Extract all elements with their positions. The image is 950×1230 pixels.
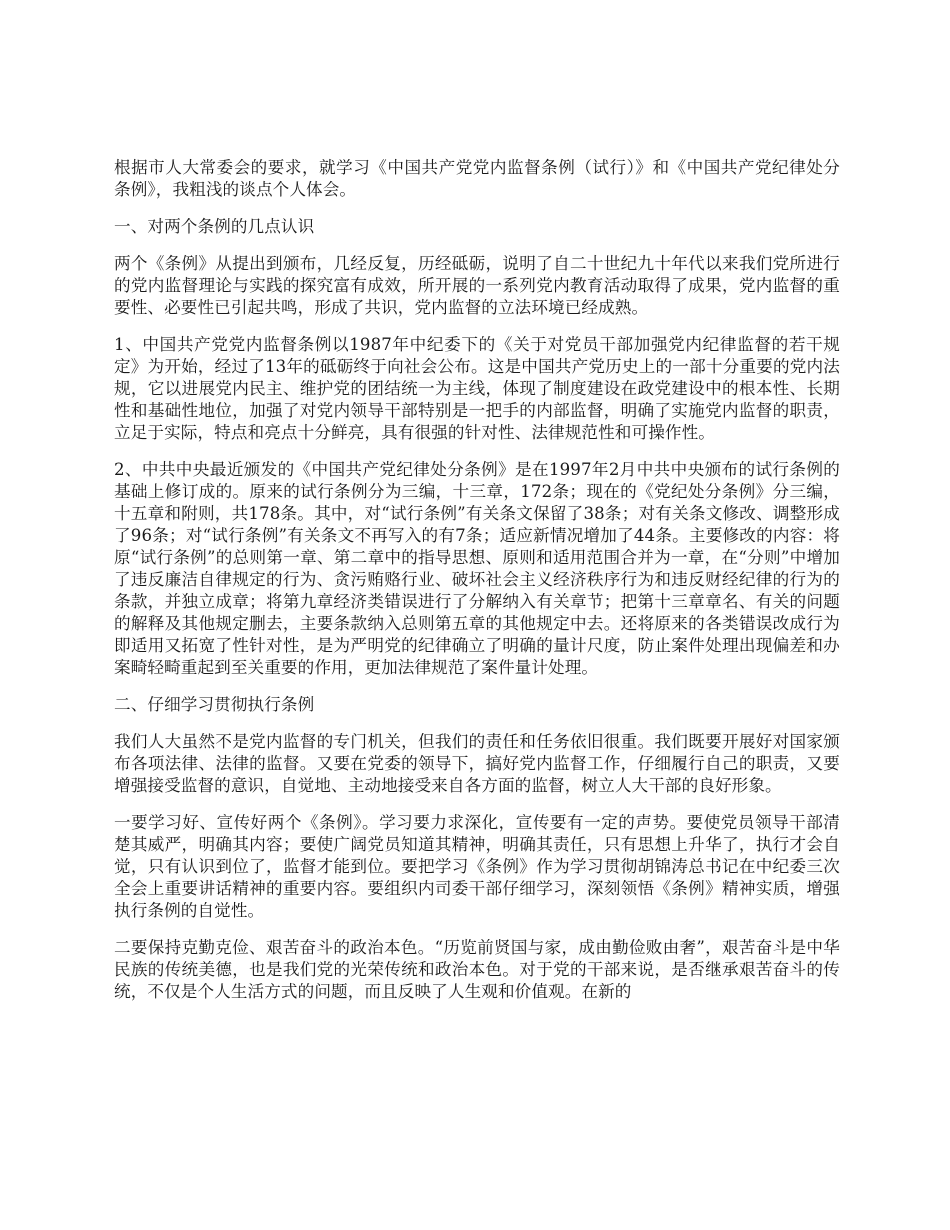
document-body [114, 157, 840, 1018]
paragraph-6: 二要保持克勤克俭、艰苦奋斗的政治本色。“历览前贤国与家，成由勤俭败由奢”，艰苦奋斗是中华民族的传统美德，也是我们党的光荣传统和政治本色。对于党的干部来说，是否继承艰苦奋斗的传统，不仅是个人生活方式的问题，而且反映了人生观和价值观。在新的 [114, 938, 840, 1001]
section-heading-1: 一、对两个条例的几点认识 [114, 217, 315, 236]
section-heading-2: 二、仔细学习贯彻执行条例 [114, 695, 315, 714]
intro-paragraph: 根据市人大常委会的要求，就学习《中国共产党党内监督条例（试行）》和《中国共产党纪律处分条例》，我粗浅的谈点个人体会。 [114, 158, 840, 199]
paragraph-2: 1、中国共产党党内监督条例以1987年中纪委下的《关于对党员干部加强党内纪律监督的若干规定》为开始，经过了13年的砥砺终于向社会公布。这是中国共产党历史上的一部十分重要的党内法规，它以进展党内民主、维护党的团结统一为主线，体现了制度建设在政党建设中的根本性、长期性和基础性地位，加强了对党内领导干部特别是一把手的内部监督，明确了实施党内监督的职责，立足于实际，特点和亮点十分鲜亮，具有很强的针对性、法律规范性和可操作性。 [114, 335, 840, 442]
paragraph-5: 一要学习好、宣传好两个《条例》。学习要力求深化，宣传要有一定的声势。要使党员领导干部清楚其威严，明确其内容；要使广阔党员知道其精神，明确其责任，只有思想上升华了，执行才会自觉，只有认识到位了，监督才能到位。要把学习《条例》作为学习贯彻胡锦涛总书记在中纪委三次全会上重要讲话精神的重要内容。要组织内司委干部仔细学习，深刻领悟《条例》精神实质，增强执行条例的自觉性。 [114, 813, 840, 920]
paragraph-3: 2、中共中央最近颁发的《中国共产党纪律处分条例》是在1997年2月中共中央颁布的试行条例的基础上修订成的。原来的试行条例分为三编，十三章，172条；现在的《党纪处分条例》分三编，十五章和附则，共178条。其中，对“试行条例”有关条文保留了38条；对有关条文修改、调整形成了96条；对“试行条例”有关条文不再写入的有7条；适应新情况增加了44条。主要修改的内容：将原“试行条例”的总则第一章、第二章中的指导思想、原则和适用范围合并为一章，在“分则”中增加了违反廉洁自律规定的行为、贪污贿赂行业、破坏社会主义经济秩序行为和违反财经纪律的行为的条款，并独立成章；将第九章经济类错误进行了分解纳入有关章节；把第十三章章名、有关的问题的解释及其他规定删去，主要条款纳入总则第五章的其他规定中去。还将原来的各类错误改成行为即适用又拓宽了性针对性，是为严明党的纪律确立了明确的量计尺度，防止案件处理出现偏差和办案畸轻畸重起到至关重要的作用，更加法律规范了案件量计处理。 [114, 460, 840, 677]
paragraph-4: 我们人大虽然不是党内监督的专门机关，但我们的责任和任务依旧很重。我们既要开展好对国家颁布各项法律、法律的监督。又要在党委的领导下，搞好党内监督工作，仔细履行自己的职责，又要增强接受监督的意识，自觉地、主动地接受来自各方面的监督，树立人大干部的良好形象。 [114, 732, 840, 795]
paragraph-1: 两个《条例》从提出到颁布，几经反复，历经砥砺，说明了自二十世纪九十年代以来我们党所进行的党内监督理论与实践的探究富有成效，所开展的一系列党内教育活动取得了成果，党内监督的重要性、必要性已引起共鸣，形成了共识，党内监督的立法环境已经成熟。 [114, 254, 840, 317]
